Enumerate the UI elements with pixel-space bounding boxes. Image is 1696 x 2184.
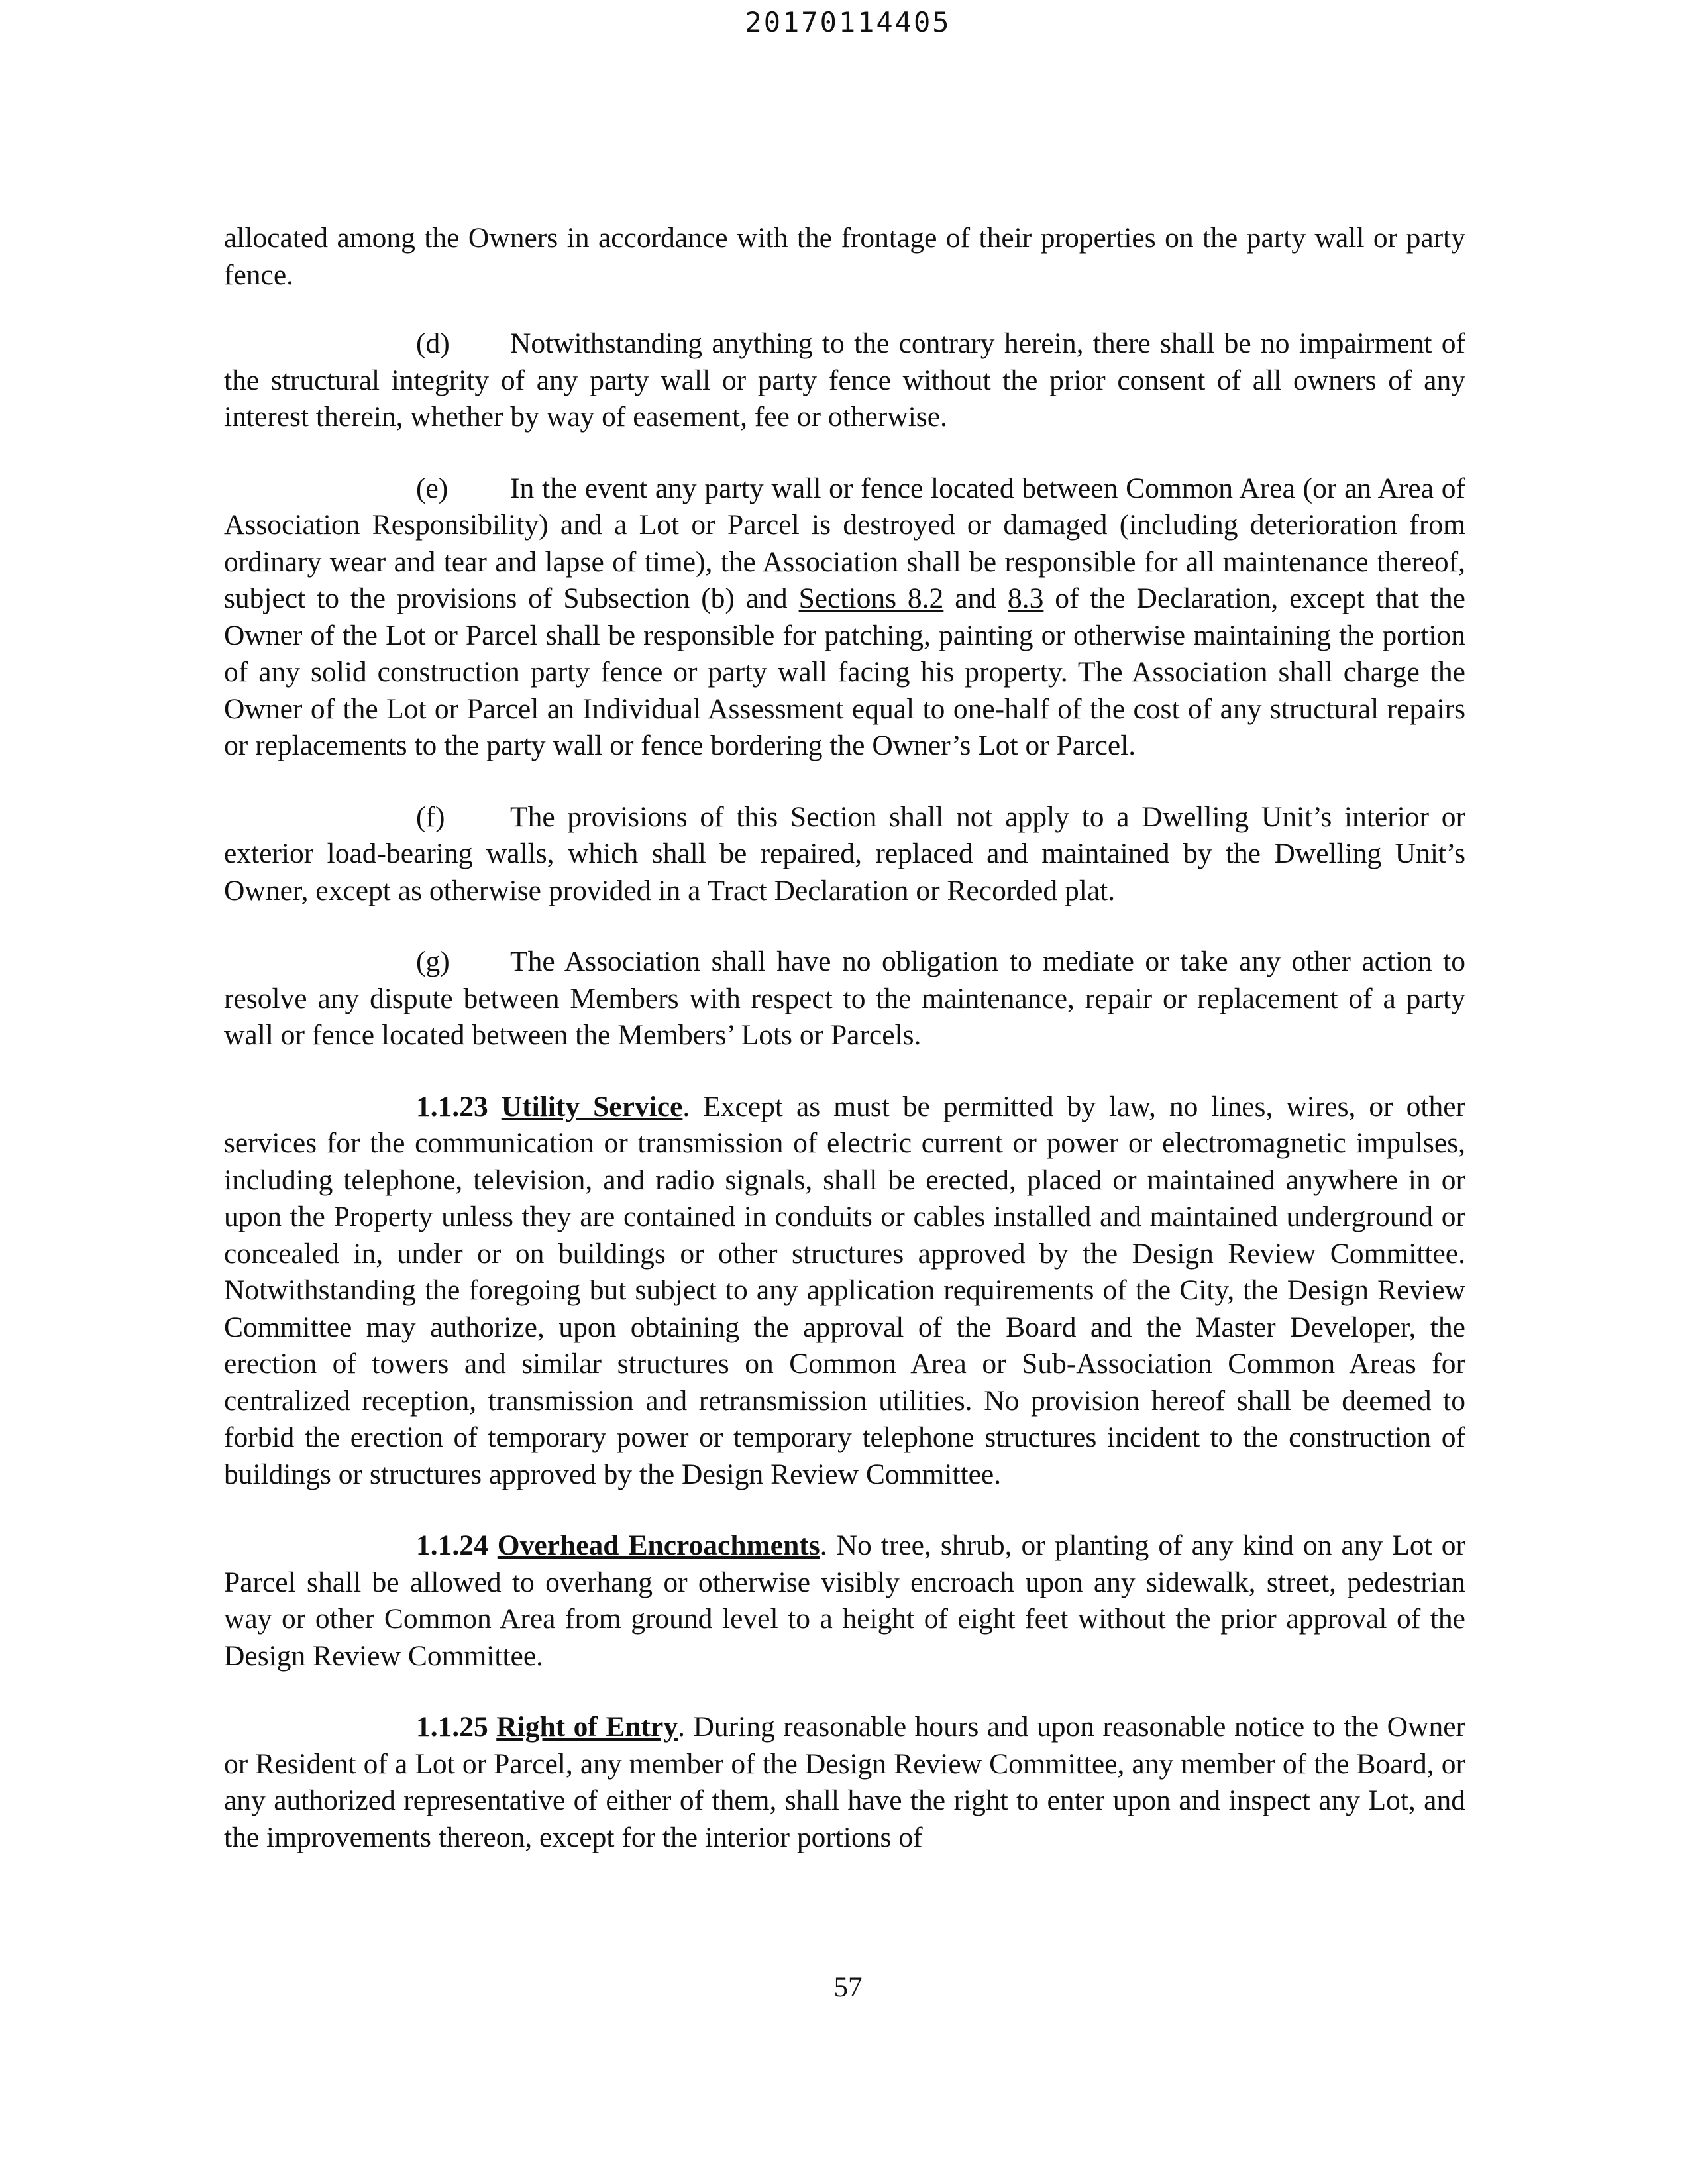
- document-body: [224, 220, 1465, 1890]
- section-number: 1.1.25: [416, 1711, 488, 1743]
- section-number: 1.1.24: [416, 1529, 488, 1561]
- section-reference: 8.3: [1007, 582, 1044, 614]
- section-title: Overhead Encroachments: [497, 1529, 820, 1561]
- subsection-f: [224, 799, 1465, 910]
- subsection-text: In the event any party wall or fence located between Common Area (or an Area of Association Responsibility) and a Lot or Parcel is destroyed or damaged (including deterioration from ordinary wear and tear and lapse of time), the Association shall be responsible for all maintenance thereof, subject to the provisions of Subsection (b) and: [224, 472, 1465, 614]
- subsection-g: [224, 944, 1465, 1054]
- subsection-text: and: [943, 582, 1008, 614]
- page-number: 57: [833, 1972, 863, 2003]
- continuation-text: allocated among the Owners in accordance with the frontage of their properties on the party wall or party fence.: [224, 222, 1465, 291]
- section-title: Right of Entry: [496, 1711, 678, 1743]
- continuation-paragraph: [224, 220, 1465, 294]
- section-1-1-23: 1.1.23 Utility Service. Except as must be permitted by law, no lines, wires, or other services for the communication or transmission of electric current or power or electromagnetic impulses, including telephone, television, and radio signals, shall be erected, placed or maintained anywhere in or upon the Property unless they are contained in conduits or cables installed and maintained underground or concealed in, under or on buildings or other structures approved by the Design Review Committee. Notwithstanding the foregoing but subject to any application requirements of the City, the Design Review Committee may authorize, upon obtaining the approval of the Board and the Master Developer, the erection of towers and similar structures on Common Area or Sub-Association Common Areas for centralized reception, transmission and retransmission utilities. No provision hereof shall be deemed to forbid the erection of temporary power or temporary telephone structures incident to the construction of buildings or structures approved by the Design Review Committee.: [224, 1090, 1465, 1490]
- section-text: No tree, shrub, or planting of any kind on any Lot or Parcel shall be allowed to overhang or otherwise visibly encroach upon any sidewalk, street, pedestrian way or other Common Area from ground level to a height of eight feet without the prior approval of the Design Review Committee.: [224, 1529, 1465, 1672]
- subsection-text: of the Declaration, except that the Owner of the Lot or Parcel shall be responsible for patching, painting or otherwise maintaining the portion of any solid construction party fence or party wall facing his property. The Association shall charge the Owner of the Lot or Parcel an Individual Assessment equal to one-half of the cost of any structural repairs or replacements to the party wall or fence bordering the Owner’s Lot or Parcel.: [224, 582, 1465, 761]
- section-1-1-25: 1.1.25 Right of Entry. During reasonable hours and upon reasonable notice to the Owner or Resident of a Lot or Parcel, any member of the Design Review Committee, any member of the Board, or any authorized representative of either of them, shall have the right to enter upon and inspect any Lot, and the improvements thereon, except for the interior portions of: [224, 1711, 1466, 1853]
- subsection-text: The Association shall have no obligation to mediate or take any other action to resolve any dispute between Members with respect to the maintenance, repair or replacement of a party wall or fence located between the Members’ Lots or Parcels.: [224, 946, 1465, 1051]
- subsection-text: Notwithstanding anything to the contrary herein, there shall be no impairment of the structural integrity of any party wall or party fence without the prior consent of all owners of any interest therein, whether by way of easement, fee or otherwise.: [224, 327, 1465, 433]
- section-number: 1.1.23: [416, 1090, 488, 1122]
- document-number: 20170114405: [745, 6, 951, 38]
- section-1-1-24: 1.1.24 Overhead Encroachments. No tree, shrub, or planting of any kind on any Lot or Parcel shall be allowed to overhang or otherwise visibly encroach upon any sidewalk, street, pedestrian way or other Common Area from ground level to a height of eight feet without the prior approval of the Design Review Committee.: [224, 1529, 1465, 1672]
- section-text: Except as must be permitted by law, no lines, wires, or other services for the communication or transmission of electric current or power or electromagnetic impulses, including telephone, television, and radio signals, shall be erected, placed or maintained anywhere in or upon the Property unless they are contained in conduits or cables installed and maintained underground or concealed in, under or on buildings or other structures approved by the Design Review Committee. Notwithstanding the foregoing but subject to any application requirements of the City, the Design Review Committee may authorize, upon obtaining the approval of the Board and the Master Developer, the erection of towers and similar structures on Common Area or Sub-Association Common Areas for centralized reception, transmission and retransmission utilities. No provision hereof shall be deemed to forbid the erection of temporary power or temporary telephone structures incident to the construction of buildings or structures approved by the Design Review Committee.: [224, 1090, 1465, 1490]
- subsection-text: The provisions of this Section shall not apply to a Dwelling Unit’s interior or exterior load-bearing walls, which shall be repaired, replaced and maintained by the Dwelling Unit’s Owner, except as otherwise provided in a Tract Declaration or Recorded plat.: [224, 800, 1465, 906]
- subsection-label: (f): [416, 800, 445, 833]
- section-text: During reasonable hours and upon reasonable notice to the Owner or Resident of a Lot or Parcel, any member of the Design Review Committee, any member of the Board, or any authorized representative of either of them, shall have the right to enter upon and inspect any Lot, and the improvements thereon, except for the interior portions of: [224, 1711, 1466, 1853]
- subsection-e: [224, 470, 1465, 765]
- section-title: Utility Service: [501, 1090, 683, 1122]
- subsection-label: (e): [416, 472, 449, 504]
- subsection-d: [224, 325, 1465, 436]
- subsection-label: (d): [416, 327, 450, 359]
- section-reference: Sections 8.2: [798, 582, 944, 614]
- subsection-label: (g): [416, 946, 450, 977]
